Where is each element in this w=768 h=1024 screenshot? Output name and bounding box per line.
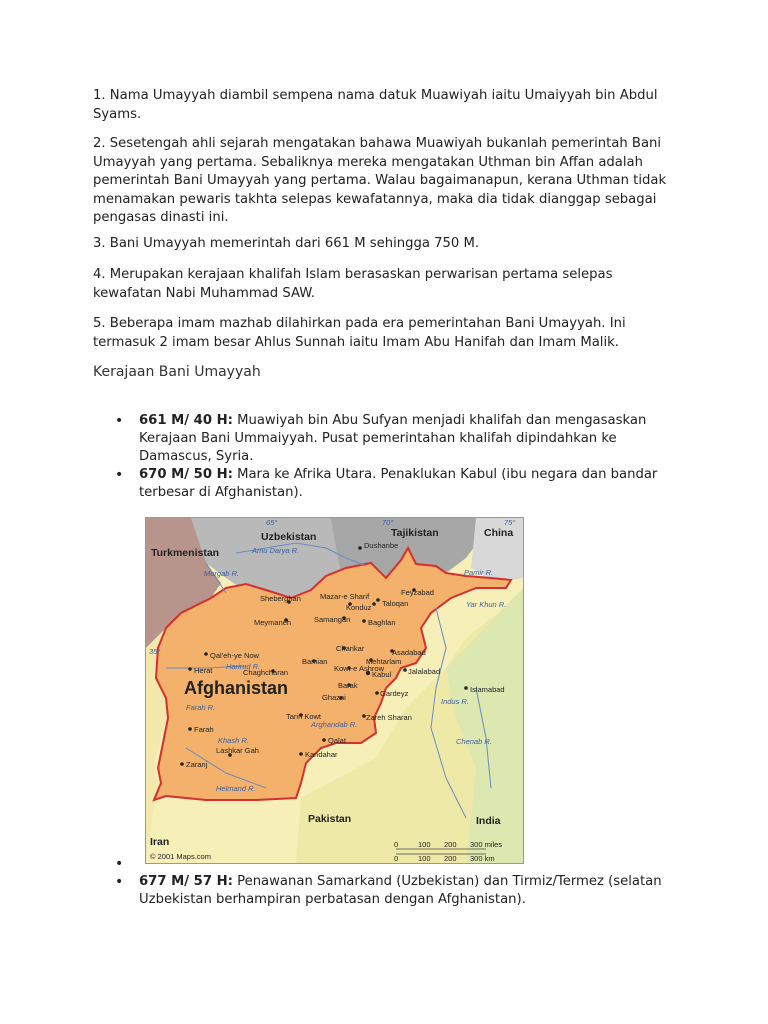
river-label: Harirud R.	[226, 662, 261, 671]
event-list-continued	[93, 855, 663, 909]
city-label: Lashkar Gah	[216, 746, 259, 755]
paragraph-2: 2. Sesetengah ahli sejarah mengatakan bahawa Muawiyah bukanlah pemerintah Bani Umayyah yang pertama. Sebaliknya mereka mengatakan Uthman bin Affan adalah pemerintah Bani Umayyah yang pertama. Walau bagaimanapun, kerana Uthman tidak menamakan pewaris takhta selepas kewafatannya, maka dia tidak dianggap sebagai pengasas dinasti ini.	[93, 136, 667, 225]
city-label: Qal'eh-ye Now	[210, 651, 259, 660]
map-svg	[146, 518, 523, 863]
paragraph-5: 5. Beberapa imam mazhab dilahirkan pada era pemerintahan Bani Umayyah. Ini termasuk 2 imam besar Ahlus Sunnah iaitu Imam Abu Hanifah dan Imam Malik.	[93, 316, 626, 350]
city-label: Zareh Sharan	[366, 713, 412, 722]
scale-label: 100	[418, 854, 431, 863]
event-text: Mara ke Afrika Utara. Penaklukan Kabul (ibu negara dan bandar terbesar di Afghanistan).	[139, 467, 658, 500]
city-label: Konduz	[346, 603, 372, 612]
map-label-iran: Iran	[150, 836, 170, 848]
city-label: Baghlan	[368, 618, 396, 627]
river-label: Khash R.	[218, 736, 249, 745]
scale-label: 200	[444, 840, 457, 849]
lon-label-75: 75°	[504, 518, 516, 527]
event-date: 670 M/ 50 H:	[139, 467, 233, 482]
bullet-icon: •	[115, 467, 124, 483]
lon-label-70: 70°	[382, 518, 394, 527]
scale-label: 300 km	[470, 854, 495, 863]
lat-label-35: 35°	[149, 647, 161, 656]
paragraph-3: 3. Bani Umayyah memerintah dari 661 M sehingga 750 M.	[93, 236, 480, 251]
list-item	[93, 412, 663, 466]
city-label: Mazar-e Sharif	[320, 592, 370, 601]
city-label: Feyzabad	[401, 588, 434, 597]
paragraph-4: 4. Merupakan kerajaan khalifah Islam berasaskan perwarisan pertama selepas kewafatan Nabi Muhammad SAW.	[93, 267, 613, 301]
city-label: Islamabad	[470, 685, 505, 694]
river-label: Chenab R.	[456, 737, 492, 746]
city-label: Mehtarlam	[366, 657, 402, 666]
map-label-india: India	[476, 815, 501, 827]
bullet-icon: •	[115, 874, 124, 890]
map-label-turkmenistan: Turkmenistan	[151, 547, 220, 559]
list-item	[93, 873, 663, 909]
afghanistan-map	[145, 517, 524, 864]
river-label: Arghandab R.	[311, 720, 358, 729]
city-label-kabul: Kabul	[372, 670, 392, 679]
event-text: Penawanan Samarkand (Uzbekistan) dan Tirmiz/Termez (selatan Uzbekistan berhampiran perbatasan dengan Afghanistan).	[139, 874, 662, 907]
event-date: 677 M/ 57 H:	[139, 874, 233, 889]
city-label: Meymaneh	[254, 618, 292, 627]
city-label: Farah	[194, 725, 214, 734]
city-label: Taloqan	[382, 599, 409, 608]
city-label: Gardeyz	[380, 689, 409, 698]
river-label: Pamir R.	[464, 568, 494, 577]
river-label: Farah R.	[186, 703, 216, 712]
city-label: Samangan	[314, 615, 351, 624]
river-label: Murgab R.	[204, 569, 240, 578]
map-label-uzbekistan: Uzbekistan	[261, 531, 317, 543]
city-label: Zaranj	[186, 760, 208, 769]
paragraph-1: 1. Nama Umayyah diambil sempena nama datuk Muawiyah iaitu Umaiyyah bin Abdul Syams.	[93, 88, 658, 122]
city-label: Sheberghan	[260, 594, 301, 603]
lon-label-65: 65°	[266, 518, 278, 527]
map-label-pakistan: Pakistan	[308, 813, 352, 825]
river-label: Yar Khun R.	[466, 600, 507, 609]
city-label: Dushanbe	[364, 541, 399, 550]
map-label-tajikistan: Tajikistan	[391, 527, 439, 539]
scale-label: 0	[394, 854, 399, 863]
event-date: 661 M/ 40 H:	[139, 413, 233, 428]
bullet-icon: •	[115, 856, 124, 872]
city-label: Qalat	[328, 736, 346, 745]
event-list	[93, 412, 663, 526]
section-heading: Kerajaan Bani Umayyah	[93, 364, 261, 380]
scale-label: 100	[418, 840, 431, 849]
city-label: Herat	[194, 666, 213, 675]
city-label: Ghazni	[322, 693, 346, 702]
event-text: Muawiyah bin Abu Sufyan menjadi khalifah dan mengasaskan Kerajaan Bani Ummaiyyah. Pusat pemerintahan khalifah dipindahkan ke Damascus, Syria.	[139, 413, 647, 464]
scale-label: 200	[444, 854, 457, 863]
city-label: Barak	[338, 681, 358, 690]
city-label: Kandahar	[305, 750, 338, 759]
city-label: Asadabad	[392, 648, 426, 657]
map-title: Afghanistan	[184, 678, 289, 698]
map-label-china: China	[484, 527, 514, 539]
river-label: Indus R.	[441, 697, 469, 706]
bullet-icon: •	[115, 413, 124, 429]
city-label: Charikar	[336, 644, 365, 653]
map-copyright: © 2001 Maps.com	[150, 852, 211, 861]
scale-label: 0	[394, 840, 399, 849]
city-label: Jalalabad	[408, 667, 441, 676]
city-label: Kowt-e Ashrow	[334, 664, 385, 673]
river-label: Helmand R.	[216, 784, 256, 793]
city-label: Chaghcharan	[243, 668, 289, 677]
list-item	[93, 855, 663, 873]
river-label: Amu Darya R.	[252, 546, 300, 555]
scale-label: 300 miles	[470, 840, 503, 849]
city-label: Tarin Kowt	[286, 712, 322, 721]
city-label: Bamian	[302, 657, 328, 666]
